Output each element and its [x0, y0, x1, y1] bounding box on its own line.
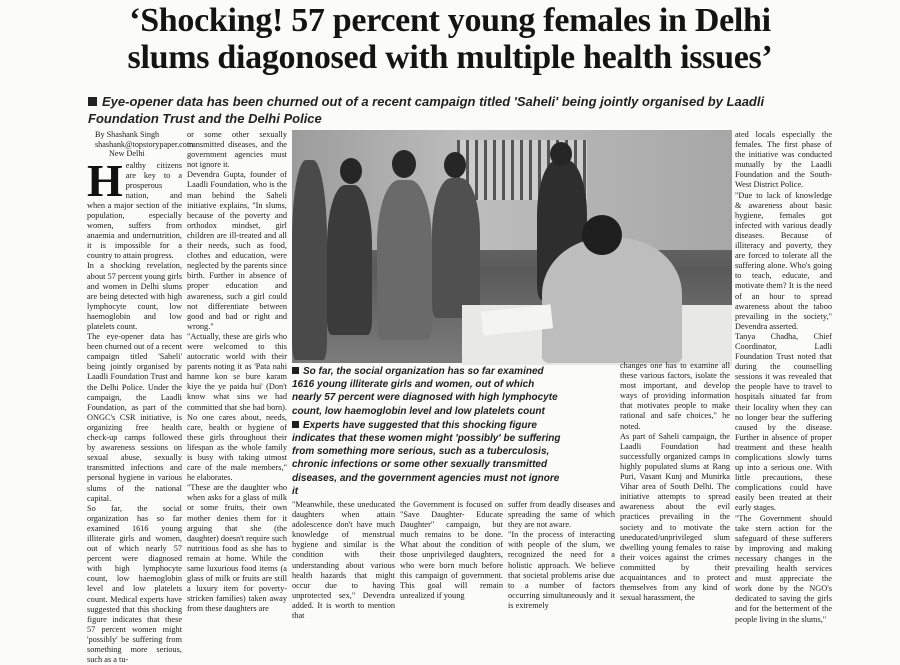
body-paragraph: the Government is focused on "Save Daughter- Educate Daughter" campaign, but much remains to be done. What about the condition of those unprivileged daughters, who were born much before this campaign of government. This goal will remain unrealized if young [400, 500, 503, 600]
body-paragraph: As part of Saheli campaign, the Laadli Foundation had successfully organized camps in highly populated slums at Rang Puri, Vasant Kunj and Munirka Vihar area of South Delhi. The initiative attempts to spread awareness about the evil practices prevailing in the society and to motivate the uneducated/unprivileged slum dwelling young females to raise their voices against the crimes committed by their acquaintances and to protect themselves from any kind of sexual harassment, the [620, 431, 730, 603]
article-photo [292, 130, 732, 363]
byline-email: shashank@topstorypaper.com [95, 139, 194, 149]
dateline: New Delhi [109, 149, 145, 158]
square-bullet-icon [88, 97, 97, 106]
lead-text: ealthy citizens are key to a prosperous nation, and when a major section of the population, especially women, suffers from anaemia and undernutrition, it is impossible for a country to attain progress. [87, 160, 182, 261]
lead-paragraph [87, 154, 182, 262]
body-paragraph: Devendra Gupta, founder of Laadli Foundation, who is the man behind the Saheli initiative explains, "In slums, because of the poverty and orthodox mindset, girl children are ill-treated and all their needs, such as food, clothes and education, were neglected by the parents since birth. Further in absence of proper education and awareness, such a girl could not differentiate between good and bad or right and wrong." [187, 170, 287, 331]
body-paragraph: In a shocking revelation, about 57 percent young girls and women in Delhi slums are being detected with high lymphocyte count, low haemoglobin and low platelets count. [87, 261, 182, 331]
body-paragraph: "Due to lack of knowledge & awareness about basic hygiene, females got infected with various deadly diseases. Because of illiteracy and poverty, they are forced to tolerate all the suffering alone. Who's going to teach, educate, and motivate them? It is the need of an hour to spread awareness about the taboo prevailing in the society," Devendra asserted. [735, 190, 832, 331]
headline [0, 2, 900, 76]
article-column-6 [620, 361, 730, 603]
body-paragraph: "Meanwhile, these uneducated daughters when attain adolescence don't have much knowledge of menstrual hygiene and similar is the condition with their understanding about various health hazards that might occur due to having unprotected sex," Devendra added. It is worth to mention that [292, 500, 395, 621]
square-bullet-icon [292, 421, 299, 428]
body-paragraph: "Actually, these are girls who were welcomed to this autocratic world with their parents noting it as 'Pata nahi hamne kon se bure karam kiye the ye paida hui' (Don't know what sins we had committed that she had born). No one cares about, needs, care, health or hygiene of these girls throughout their lifespan as the whole family is busy with taking utmost care of the male members," he elaborates. [187, 331, 287, 483]
caption-sub: Experts have suggested that this shocking figure indicates that these women might 'possibly' be suffering from something more serious, such as a tuberculosis, chronic infections or some other sexually transmitted diseases, and the government agencies must not ignore it [292, 419, 561, 497]
body-paragraph: ated locals especially the females. The first phase of the initiative was conducted mutually by the Laadli Foundation and the South-West District Police. [735, 130, 832, 190]
article-column-7 [735, 130, 832, 624]
body-paragraph: Tanya Chadha, Chief Coordinator, Ladli Foundation Trust noted that during the counselling sessions it was revealed that the people have to travel to hospitals situated far from their locality when they can no longer bear the suffering caused by the disease. Further in absence of proper treatment and these health complications slowly turns up into a serious one. With little precautions, these complications could have easily been treated at their early stages. [735, 331, 832, 513]
deck-subheadline [88, 93, 818, 127]
article-column-4 [400, 500, 503, 600]
article-column-1 [87, 130, 194, 665]
body-paragraph: changes one has to examine all these various factors, isolate the most important, and develop ways of providing information that motivates people to make rational and safe choices," he noted. [620, 361, 730, 431]
body-paragraph: The eye-opener data has been churned out of a recent campaign titled 'Saheli' being jointly organised by Laadli Foundation Trust and the Delhi Police. Under the campaign, the Laadli Foundation, as part of the ONGC's CSR initiative, is organizing free health check-up camps followed by awareness sessions on sexual abuse, sexually transmitted infections and personal hygiene in various slums of the national capital. [87, 332, 182, 503]
body-paragraph: "These are the daughter who when asks for a glass of milk or some fruits, their own mother denies them for it arguing that she (the daughter) doesn't require such nutritious food as she has to remain at home. While the same luxurious food items (a glass of milk or fruits are still a luxury item for poverty-stricken families) taken away from these daughters are [187, 483, 287, 614]
headline-line-2: slums diagonosed with multiple health issues’ [127, 39, 773, 76]
caption-main: So far, the social organization has so far examined 1616 young illiterate girls and women, out of which nearly 57 percent were diagnosed with high lymphocyte count, low haemoglobin level and low platelets count [292, 366, 558, 417]
body-paragraph: "The Government should take stern action for the safeguard of these sufferers by improving and making necessary changes in the prevailing health services and must appreciate the work done by the NGO's dedicated to saving the girls and for the betterment of the people living in the slums," [735, 513, 832, 624]
article-column-2 [187, 130, 287, 614]
square-bullet-icon [292, 367, 299, 374]
headline-line-1: ‘Shocking! 57 percent young females in Delhi [129, 2, 771, 39]
article-column-3 [292, 500, 395, 621]
body-paragraph: suffer from deadly diseases and spreading the same of which they are not aware. [508, 500, 615, 530]
body-paragraph: "In the process of interacting with people of the slum, we recognized the need for a holistic approach. We believe that societal problems arise due to a number of factors occurring simultaneously and it is extremely [508, 530, 615, 610]
deck-text: Eye-opener data has been churned out of a recent campaign titled 'Saheli' being jointly organised by Laadli Foundation Trust and the Delhi Police [88, 94, 765, 126]
body-paragraph: or some other sexually transmitted diseases, and the government agencies must not ignore it. [187, 130, 287, 170]
byline-author: By Shashank Singh [95, 130, 160, 139]
article-column-5 [508, 500, 615, 610]
drop-cap: H [87, 154, 123, 206]
body-paragraph: So far, the social organization has so far examined 1616 young illiterate girls and women, out of which nearly 57 percent were diagnosed with high lymphocyte count, low haemoglobin level and low platelets count. Medical experts have suggested that this shocking figure indicates that these 57 percent women might 'possibly' be suffering from something more serious, such as a tu- [87, 503, 182, 665]
